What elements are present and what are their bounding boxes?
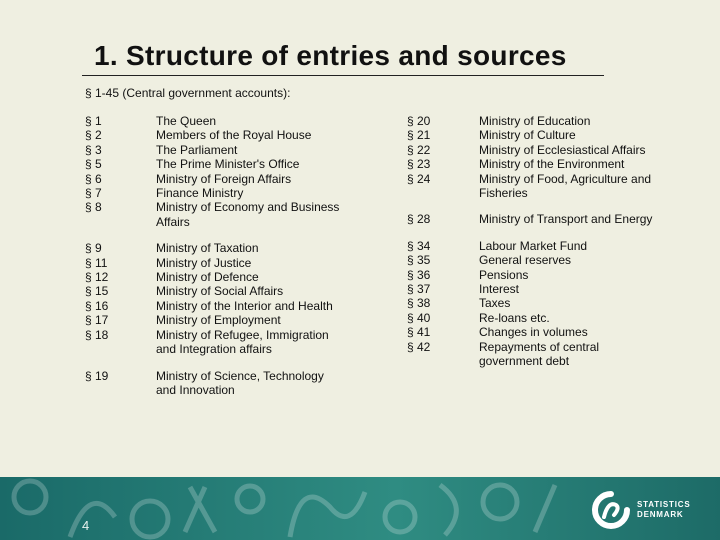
entry-number: § 9 [85,241,102,256]
entry-number: § 21 [407,128,431,143]
page-number: 4 [82,518,90,533]
entry-number: § 42 [407,339,431,354]
entry-name: Ministry of the Environment [479,157,625,172]
entry-row [407,311,657,325]
page-title: 1. Structure of entries and sources [94,40,567,71]
entry-number: § 40 [407,310,431,325]
entry-name: Ministry of Ecclesiastical Affairs [479,142,646,157]
entry-name: Ministry of Transport and Energy [479,212,653,227]
entry-row [407,340,657,369]
entry-number: § 3 [85,142,102,157]
entry-row [85,369,346,398]
right-entry-list [407,114,657,369]
entry-name: Changes in volumes [479,325,588,340]
entry-row [407,325,657,339]
entry-name: Ministry of Taxation [156,241,259,256]
entry-name: Pensions [479,267,529,282]
entry-number: § 7 [85,186,102,201]
entry-row [407,212,657,226]
entry-name: Interest [479,282,520,297]
statistics-denmark-logo [592,488,702,532]
left-entry-list [85,114,346,397]
entry-name: Labour Market Fund [479,238,588,253]
entry-row [85,241,346,255]
entry-name: Finance Ministry [156,186,244,201]
entry-name: Ministry of Education [479,114,591,128]
group-spacer [407,200,657,212]
entry-number: § 23 [407,157,431,172]
entry-name: Ministry of Employment [156,313,281,328]
entry-number: § 19 [85,368,109,383]
entry-row [407,172,657,201]
entry-row [407,114,657,128]
entry-number: § 38 [407,296,431,311]
entry-row [85,172,346,186]
entry-name: Repayments of central government debt [479,339,600,369]
entry-name: The Parliament [156,142,238,157]
group-spacer [85,229,346,241]
logo-line-2: DENMARK [637,510,684,519]
entry-name: Ministry of Economy and Business Affairs [156,200,340,229]
entry-number: § 15 [85,284,109,299]
entry-number: § 24 [407,171,431,186]
entry-row [407,253,657,267]
entry-row [407,143,657,157]
logo-wordmark [637,500,690,520]
entry-name: Ministry of Social Affairs [156,284,284,299]
entry-name: Ministry of Food, Agriculture and Fisheries [479,171,652,201]
entry-name: General reserves [479,253,572,268]
entry-row [85,284,346,298]
entry-row [85,313,346,327]
statistics-denmark-logo-icon [592,491,630,529]
entry-row [407,128,657,142]
entry-row [85,143,346,157]
entry-name: Ministry of Foreign Affairs [156,171,292,186]
entry-row [407,268,657,282]
entry-row [85,128,346,142]
entry-number: § 11 [85,255,108,270]
entry-number: § 8 [85,200,102,215]
entry-row [85,256,346,270]
entry-row [407,296,657,310]
entry-number: § 1 [85,114,102,128]
entry-name: Ministry of the Interior and Health [156,298,333,313]
entry-row [407,157,657,171]
entry-name: Ministry of Justice [156,255,252,270]
entry-row [407,239,657,253]
entry-name: Members of the Royal House [156,128,312,143]
group-spacer [85,357,346,369]
entry-number: § 41 [407,325,431,340]
group-spacer [407,227,657,239]
entry-number: § 34 [407,238,431,253]
entry-number: § 12 [85,270,109,285]
entry-number: § 20 [407,114,431,128]
entry-number: § 17 [85,313,109,328]
entry-row [85,299,346,313]
entry-number: § 37 [407,282,431,297]
entry-name: Ministry of Culture [479,128,576,143]
section-subtitle: § 1-45 (Central government accounts): [85,86,291,100]
entry-name: Taxes [479,296,511,311]
entry-row [85,270,346,284]
entry-name: Ministry of Science, Technology and Innovation [156,368,324,397]
entry-row [407,282,657,296]
entry-row [85,328,346,357]
entry-number: § 5 [85,157,102,172]
entry-name: The Queen [156,114,217,128]
entry-name: Ministry of Refugee, Immigration and Integration affairs [156,327,329,357]
entry-name: Re-loans etc. [479,310,550,325]
entry-row [85,186,346,200]
entry-row [85,114,346,128]
entry-number: § 36 [407,267,431,282]
entry-number: § 22 [407,142,431,157]
entry-row [85,200,346,229]
entry-number: § 6 [85,171,102,186]
entry-row [85,157,346,171]
entry-number: § 2 [85,128,102,143]
entry-number: § 16 [85,298,109,313]
entry-number: § 35 [407,253,431,268]
entry-number: § 18 [85,327,109,342]
entry-name: The Prime Minister's Office [156,157,300,172]
title-divider [82,75,604,76]
entry-number: § 28 [407,212,431,227]
entry-name: Ministry of Defence [156,270,259,285]
logo-line-1: STATISTICS [637,500,691,509]
